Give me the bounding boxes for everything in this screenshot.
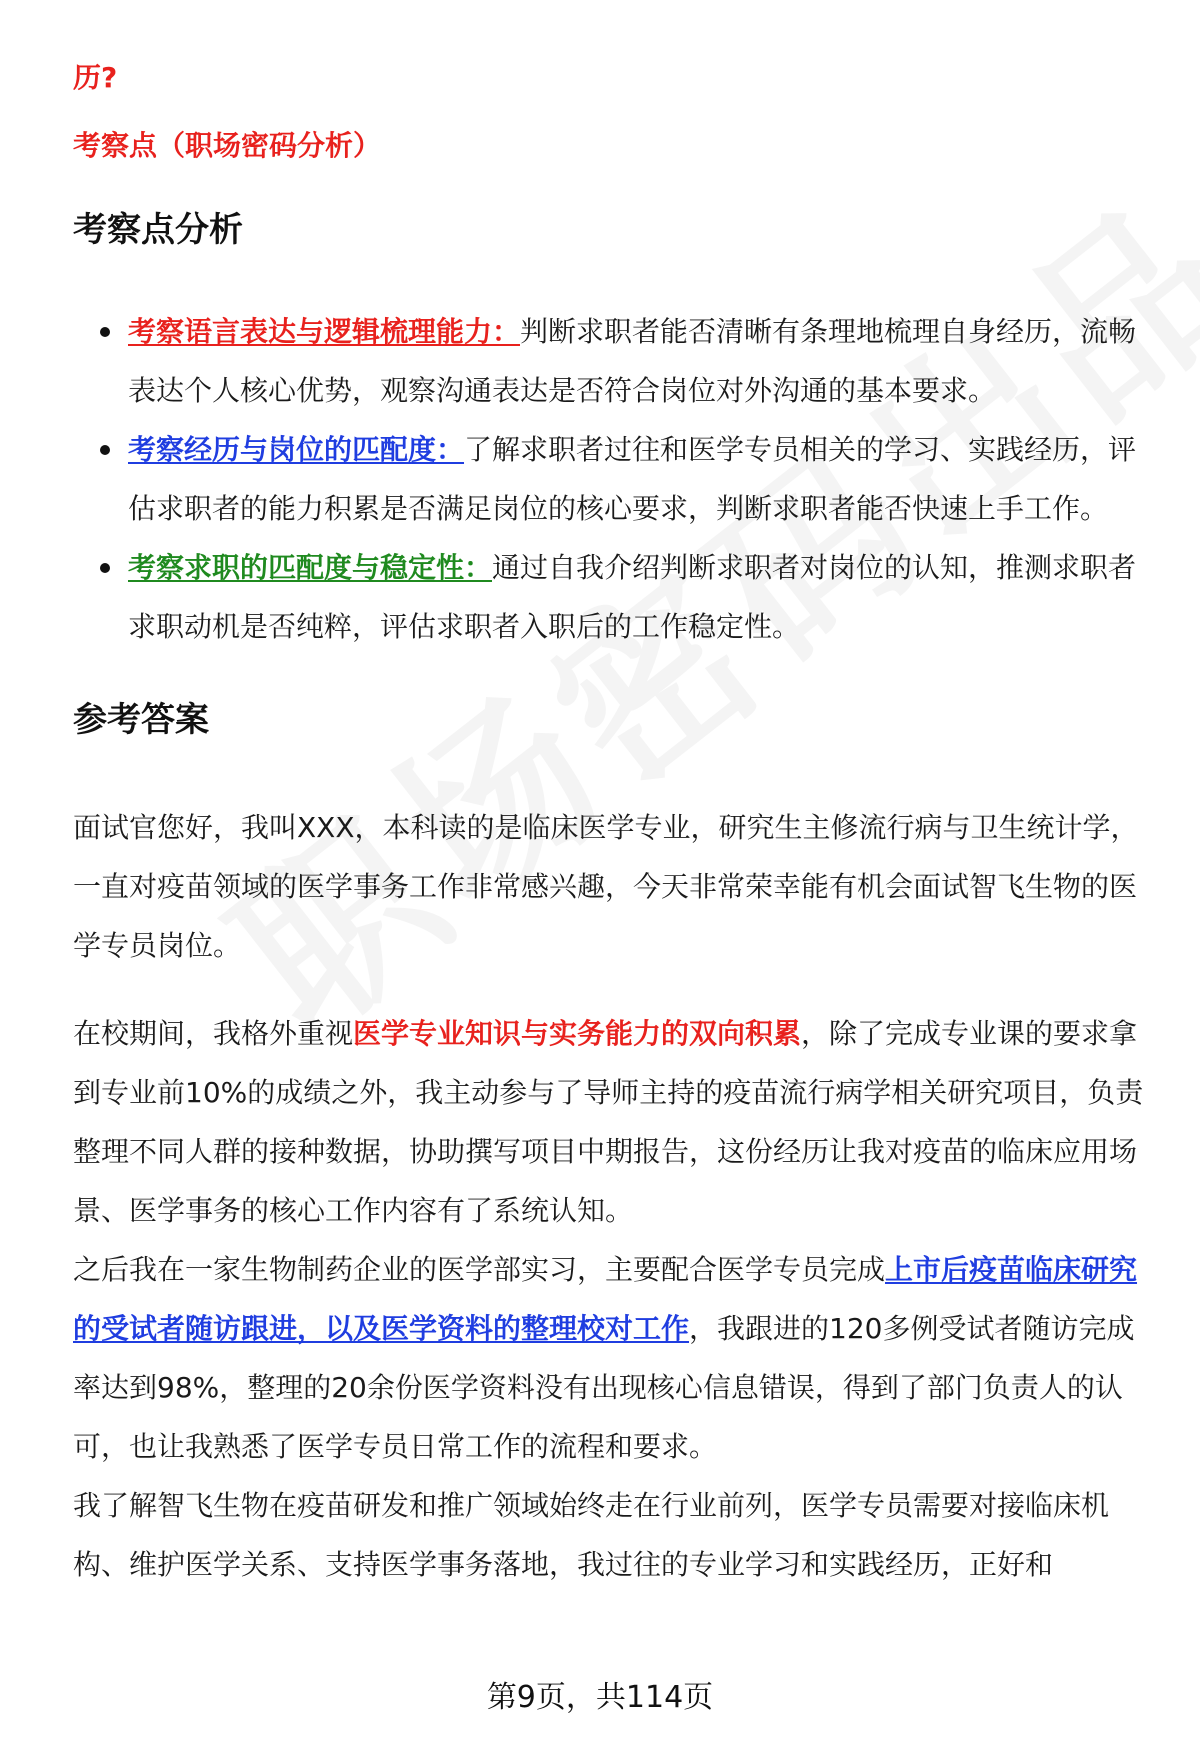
list-item — [73, 302, 1153, 420]
analysis-heading: 考察点（职场密码分析） — [73, 129, 382, 162]
question-tail: 历? — [73, 61, 118, 94]
answer-text: 之后我在一家生物制药企业的医学部实习，主要配合医学专员完成 — [73, 1253, 886, 1286]
answer-highlight-blue: 上市后疫苗临床研究的受试者随访跟进，以及医学资料的整理校对工作 — [73, 1253, 1138, 1345]
point-text: 通过自我介绍判断求职者对岗位的认知，推测求职者求职动机是否纯粹，评估求职者入职后的工作稳定性。 — [128, 551, 1137, 643]
page-number-footer: 第9页，共114页 — [486, 1680, 714, 1715]
answer-text: ，我跟进的120多例受试者随访完成率达到98%，整理的20余份医学资料没有出现核心信息错误，得到了部门负责人的认可，也让我熟悉了医学专员日常工作的流程和要求。 — [73, 1312, 1135, 1463]
section-title-answer: 参考答案 — [73, 700, 209, 740]
bullet-dot-icon — [100, 563, 110, 573]
list-item — [73, 420, 1153, 538]
answer-paragraph-1: 面试官您好，我叫XXX，本科读的是临床医学专业，研究生主修流行病与卫生统计学，一直对疫苗领域的医学事务工作非常感兴趣，今天非常荣幸能有机会面试智飞生物的医学专员岗位。 — [73, 811, 1139, 962]
point-keyword: 考察语言表达与逻辑梳理能力： — [128, 315, 521, 348]
answer-paragraph-4: 我了解智飞生物在疫苗研发和推广领域始终走在行业前列，医学专员需要对接临床机构、维护医学关系、支持医学事务落地，我过往的专业学习和实践经历，正好和 — [73, 1489, 1110, 1581]
section-title-analysis: 考察点分析 — [73, 210, 243, 250]
answer-paragraph-3 — [73, 1240, 1153, 1476]
answer-highlight-red: 医学专业知识与实务能力的双向积累 — [353, 1017, 802, 1050]
page-content — [73, 56, 1153, 1594]
points-list — [73, 302, 1153, 656]
answer-text: 在校期间，我格外重视 — [73, 1017, 354, 1050]
answer-paragraph-2 — [73, 1004, 1153, 1240]
point-keyword: 考察求职的匹配度与稳定性： — [128, 551, 493, 584]
list-item — [73, 538, 1153, 656]
bullet-dot-icon — [100, 445, 110, 455]
bullet-dot-icon — [100, 327, 110, 337]
point-keyword: 考察经历与岗位的匹配度： — [128, 433, 465, 466]
point-text: 判断求职者能否清晰有条理地梳理自身经历，流畅表达个人核心优势，观察沟通表达是否符合岗位对外沟通的基本要求。 — [128, 315, 1137, 407]
point-text: 了解求职者过往和医学专员相关的学习、实践经历，评估求职者的能力积累是否满足岗位的核心要求，判断求职者能否快速上手工作。 — [128, 433, 1137, 525]
answer-text: ，除了完成专业课的要求拿到专业前10%的成绩之外，我主动参与了导师主持的疫苗流行病学相关研究项目，负责整理不同人群的接种数据，协助撰写项目中期报告，这份经历让我对疫苗的临床应用场景、医学事务的核心工作内容有了系统认知。 — [73, 1017, 1144, 1227]
